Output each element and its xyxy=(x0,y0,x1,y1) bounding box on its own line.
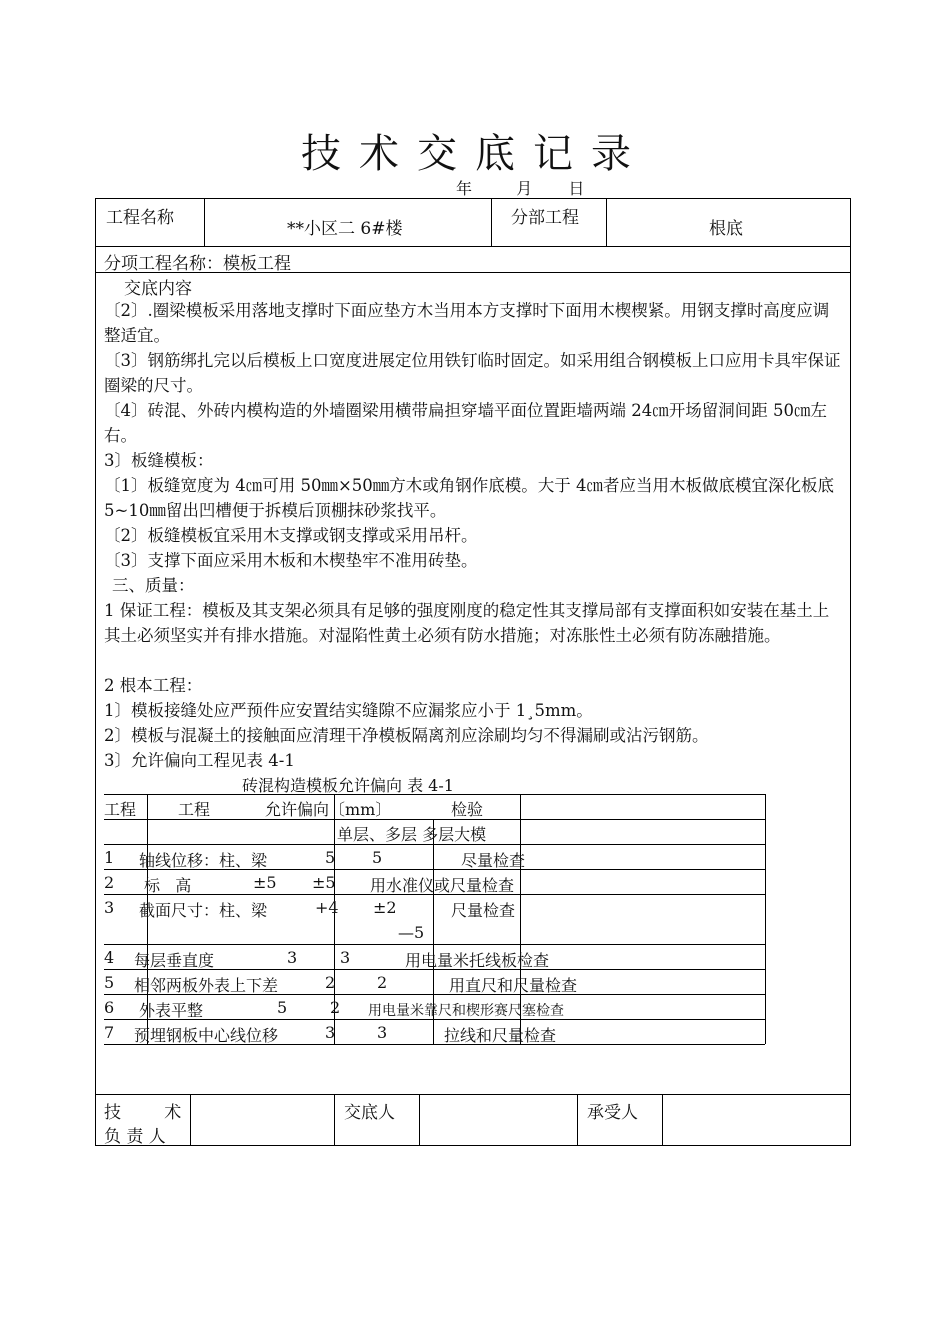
table-row-b: 3 xyxy=(377,1023,388,1042)
content-line-1: 〔2〕.圈梁模板采用落地支撑时下面应垫方木当用本方支撑时下面用木楔楔紧。用钢支撑时高度应调整适宜。 xyxy=(104,301,830,345)
table-row-b: ±5 xyxy=(312,873,336,892)
presenter-label: 交底人 xyxy=(344,1103,395,1123)
table-row-a: 5 xyxy=(325,848,336,867)
table-row-check: 用电量米托线板检查 xyxy=(405,951,550,970)
table-row-no: 4 xyxy=(104,948,115,967)
table-row-b: 5 xyxy=(372,848,383,867)
table-row-no: 7 xyxy=(104,1023,115,1042)
table-head-item: 工程 xyxy=(178,800,211,819)
receiver-signature-field[interactable] xyxy=(663,1095,850,1145)
table-row-check: 尽量检查 xyxy=(461,851,526,870)
table-row-item: 截面尺寸：柱、梁 xyxy=(139,901,268,920)
table-row-no: 1 xyxy=(104,848,115,867)
date-year: 年 xyxy=(456,179,473,198)
table-row-b: ±2 xyxy=(373,898,397,917)
content-line-10: 2 根本工程： xyxy=(104,676,203,695)
table-row-item: 预埋钢板中心线位移 xyxy=(134,1026,279,1045)
table-row-no: 6 xyxy=(104,998,115,1017)
content-line-2: 〔3〕钢筋绑扎完以后模板上口宽度进展定位用铁钉临时固定。如采用组合钢模板上口应用卡具牢保证圈梁的尺寸。 xyxy=(104,351,841,395)
date-day: 日 xyxy=(568,179,585,198)
table-row-item: 外表平整 xyxy=(139,1001,204,1020)
table-row-a: 2 xyxy=(325,973,336,992)
table-head-tolerance: 允许偏向〔mm〕 xyxy=(265,800,392,819)
table-row-b: 2 xyxy=(377,973,388,992)
table-row-check: 尺量检查 xyxy=(451,901,516,920)
content-line-9: 1 保证工程：模板及其支架必须具有足够的强度刚度的稳定性其支撑局部有支撑面积如安装在基土上其土必须坚实并有排水措施。对湿陷性黄土必须有防水措施；对冻胀性土必须有防冻融措施。 xyxy=(104,601,830,645)
table-head-no: 工程 xyxy=(104,800,137,819)
table-row-item: 标 高 xyxy=(144,876,192,895)
table-row-item: 每层垂直度 xyxy=(134,951,215,970)
date-line xyxy=(456,176,584,199)
table-row-a: +4 xyxy=(315,898,339,917)
table-row-check: 拉线和尺量检查 xyxy=(444,1026,557,1045)
table-row-b: 2 xyxy=(330,998,341,1017)
item-name: 分项工程名称：模板工程 xyxy=(104,254,291,274)
table-head-sub: 单层、多层 多层大模 xyxy=(337,825,487,844)
tech-lead-label-2: 负 责 人 xyxy=(104,1127,166,1147)
content-line-8: 三、质量： xyxy=(112,576,195,595)
table-row-a: 3 xyxy=(287,948,298,967)
receiver-label: 承受人 xyxy=(587,1103,638,1123)
content-line-11: 1〕模板接缝处应严预件应安置结实缝隙不应漏浆应小于 1¸5mm。 xyxy=(104,701,593,720)
table-row-b2: —5 xyxy=(398,923,425,942)
content-heading: 交底内容 xyxy=(124,279,192,299)
content-line-4: 3〕板缝模板： xyxy=(104,451,214,470)
presenter-signature-field[interactable] xyxy=(420,1095,576,1145)
table-row-no: 2 xyxy=(104,873,115,892)
date-month: 月 xyxy=(516,179,533,198)
tech-lead-label-1: 技 术 xyxy=(104,1103,182,1123)
table-row-item: 相邻两板外表上下差 xyxy=(134,976,279,995)
table-row-a: ±5 xyxy=(253,873,277,892)
content-line-13: 3〕允许偏向工程见表 4-1 xyxy=(104,751,295,770)
table-row-no: 3 xyxy=(104,898,115,917)
table-row-b: 3 xyxy=(340,948,351,967)
content-line-3: 〔4〕砖混、外砖内模构造的外墙圈梁用横带扁担穿墙平面位置距墙两端 24㎝开场留洞间距 50㎝左右。 xyxy=(104,401,827,445)
content-line-5: 〔1〕板缝宽度为 4㎝可用 50㎜×50㎜方木或角钢作底模。大于 4㎝者应当用木板做底模宜深化板底 5~10㎜留出凹槽便于拆模后顶棚抹砂浆找平。 xyxy=(104,476,835,520)
page-title: 技术交底记录 xyxy=(301,131,649,177)
subproject-value: 根底 xyxy=(709,219,743,239)
table-row-check: 用直尺和尺量检查 xyxy=(449,976,578,995)
content-line-7: 〔3〕支撑下面应采用木板和木楔垫牢不准用砖垫。 xyxy=(104,551,478,570)
content-line-6: 〔2〕板缝模板宜采用木支撑或钢支撑或采用吊杆。 xyxy=(104,526,478,545)
table-row-a: 5 xyxy=(277,998,288,1017)
tech-lead-signature-field[interactable] xyxy=(191,1095,333,1145)
project-name-value: **小区二 6#楼 xyxy=(287,219,403,239)
table-row-check: 用电量米靠尺和楔形赛尺塞检查 xyxy=(368,1003,564,1019)
table-row-check: 用水准仪或尺量检查 xyxy=(370,876,515,895)
content-line-12: 2〕模板与混凝土的接触面应清理干净模板隔离剂应涂刷均匀不得漏刷或沾污钢筋。 xyxy=(104,726,709,745)
table-head-check: 检验 xyxy=(451,800,484,819)
table-caption: 砖混构造模板允许偏向 表 4-1 xyxy=(242,776,454,795)
table-row-no: 5 xyxy=(104,973,115,992)
table-row-item: 轴线位移：柱、梁 xyxy=(139,851,268,870)
project-name-label: 工程名称 xyxy=(106,208,174,228)
table-row-a: 3 xyxy=(325,1023,336,1042)
subproject-label: 分部工程 xyxy=(511,208,579,228)
